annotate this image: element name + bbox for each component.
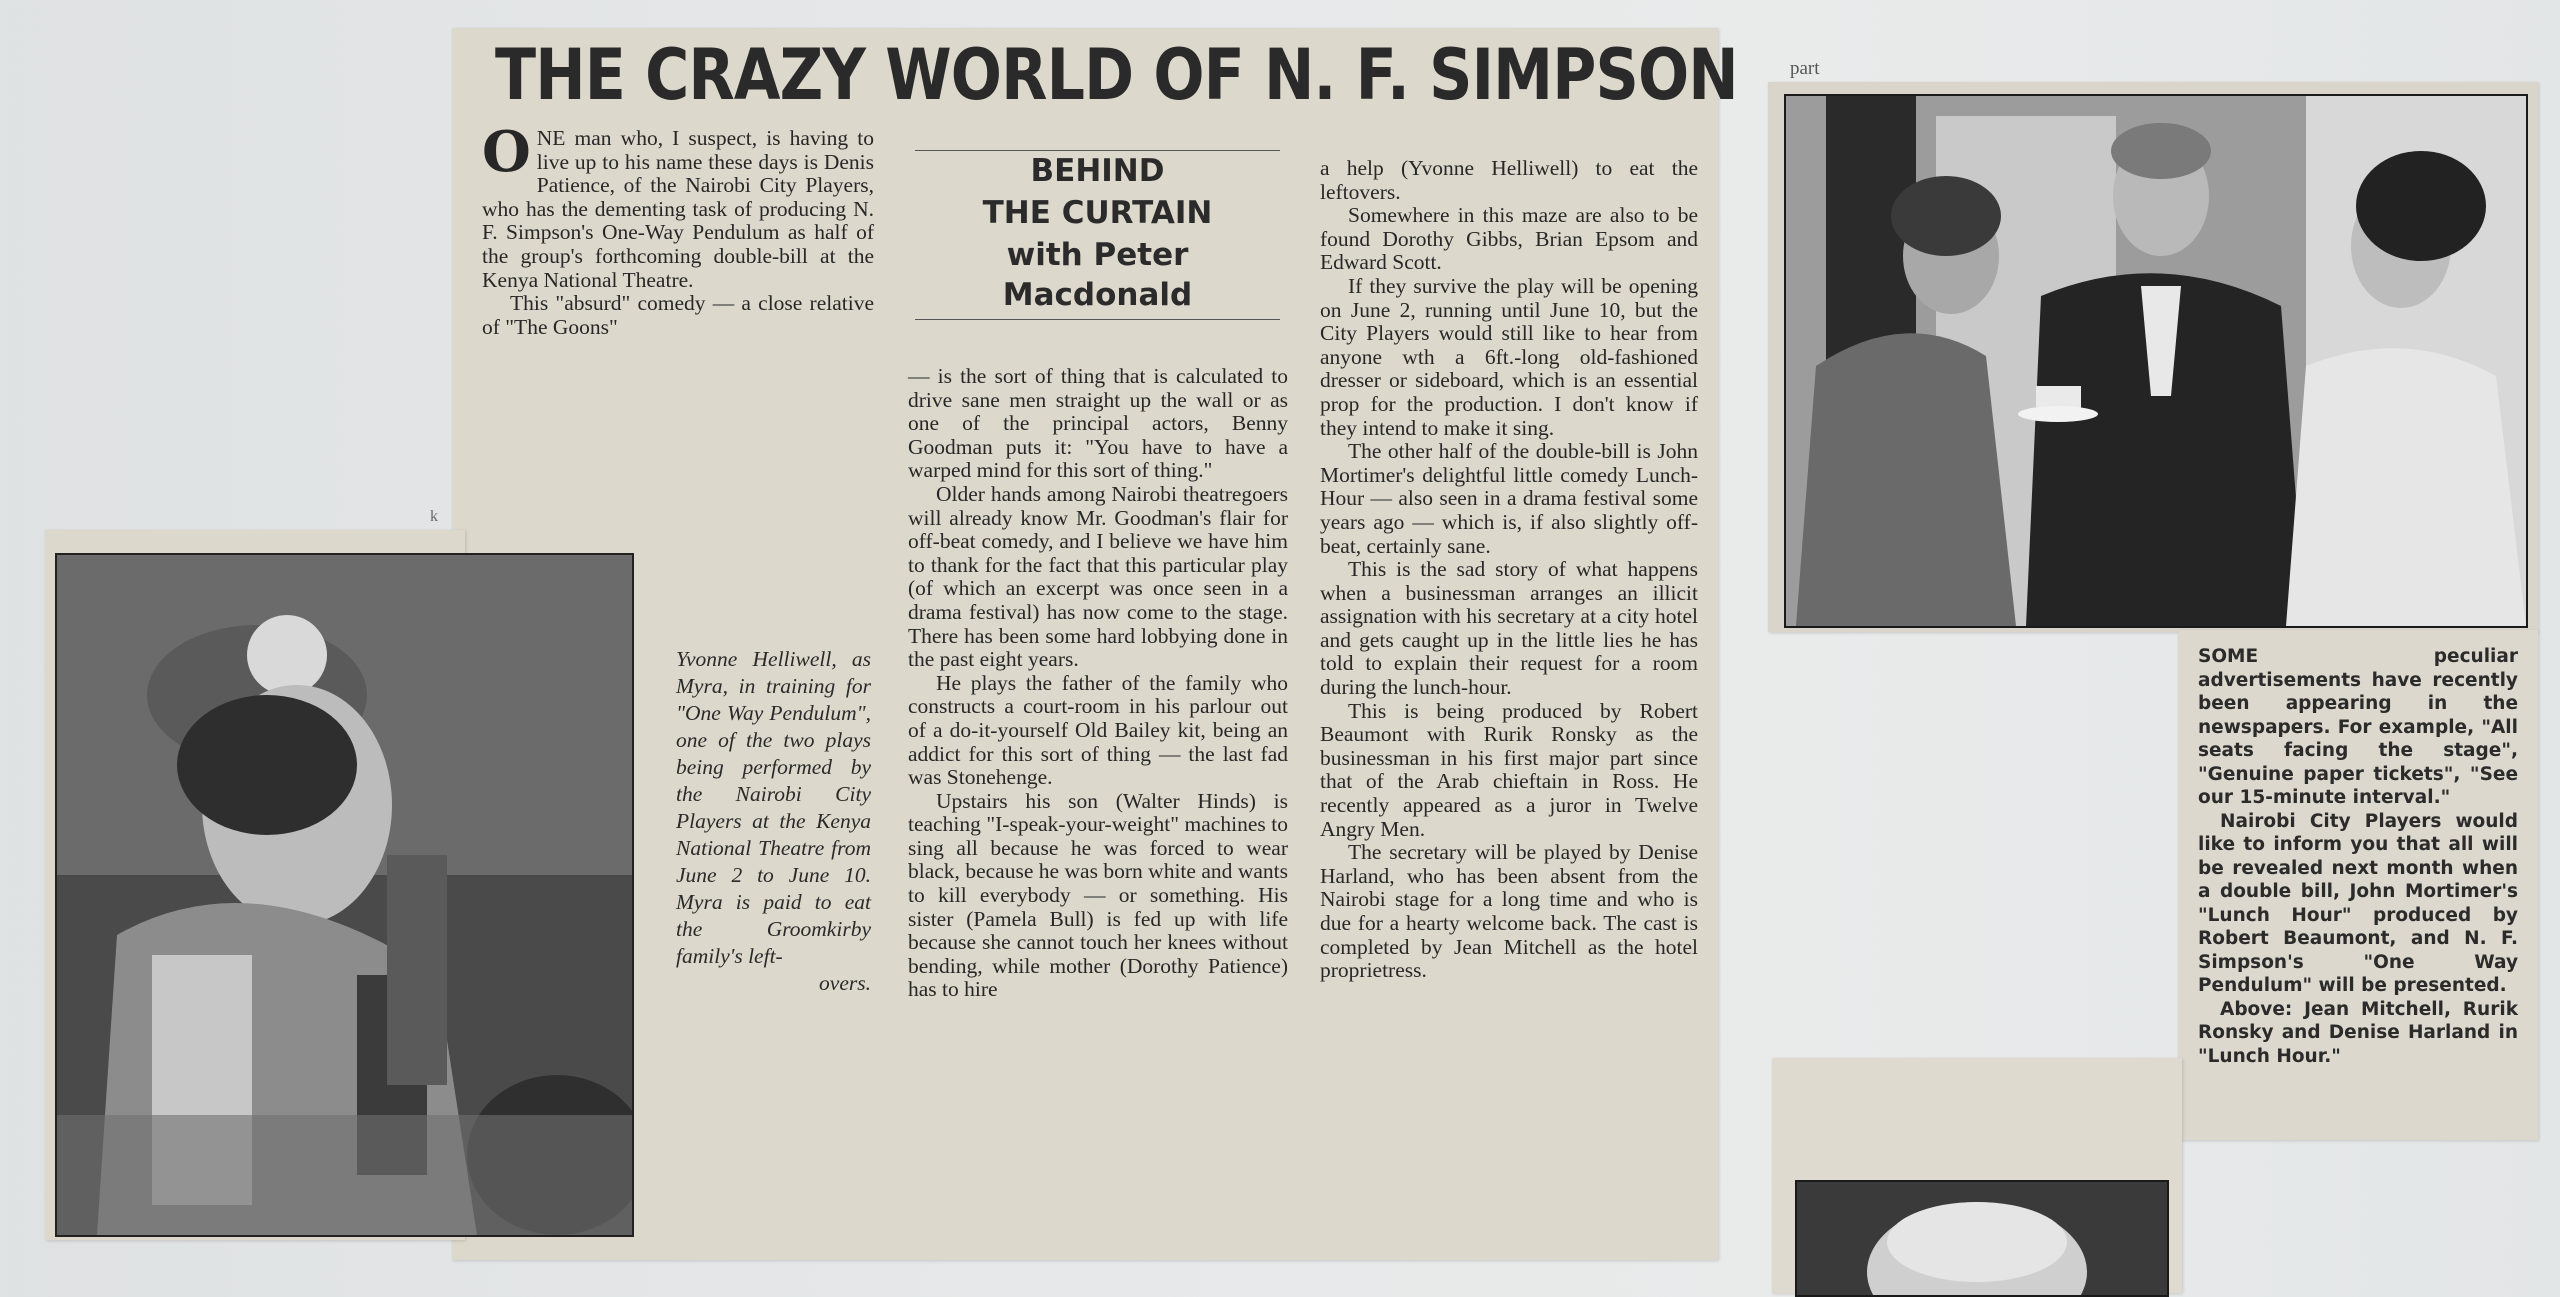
paragraph: This is the sad story of what happens when a businessman arranges an illicit assignation with his secretary at a city hotel and gets caught up in the little lies he has told to explain their request for a room during the lunch-hour. <box>1320 557 1698 700</box>
paragraph: This is being produced by Robert Beaumont with Rurik Ronsky as the businessman in his first major part since that of the Arab chieftain in Ross. He recently appeared as a juror in Twelve Angry Men. <box>1320 698 1698 841</box>
paragraph: SOME peculiar advertisements have recently been appearing in the newspapers. For example, "All seats facing the stage", "Genuine paper tickets", "See our 15-minute interval." <box>2198 646 2518 808</box>
paragraph <box>482 119 874 292</box>
paragraph: Upstairs his son (Walter Hinds) is teaching "I-speak-your-weight" machines to sing all because he was forced to wear black, because he was born white and wants to kill everybody — or something. His sister (Pamela Bull) is fed up with life because she cannot touch her knees without bending, while mother (Dorothy Patience) has to hire <box>908 788 1288 1002</box>
photo-caption-last: overs. <box>819 971 871 995</box>
paragraph: The secretary will be played by Denise Harland, who has been absent from the Nairobi stage for a long time and who is due for a hearty welcome back. The cast is completed by Jean Mitchell as the hotel proprietress. <box>1320 840 1698 983</box>
paragraph: The other half of the double-bill is John Mortimer's delightful little comedy Lunch-Hour — also seen in a drama festival some years ago — which is, if also slightly off-beat, certainly sane. <box>1320 439 1698 558</box>
paragraph: Older hands among Nairobi theatregoers will already know Mr. Goodman's flair for off-beat comedy, and I believe we have him to thank for the fact that this particular play (of which an excerpt was once seen in a drama festival) has now come to the stage. There has been some hard lobbying done in the past eight years. <box>908 481 1288 672</box>
paragraph: Above: Jean Mitchell, Rurik Ronsky and Denise Harland in "Lunch Hour." <box>2198 998 2518 1067</box>
photo-lunch-hour <box>1784 94 2528 628</box>
photo-myra-illustration <box>57 555 632 1235</box>
photo-lower-fragment <box>1795 1180 2169 1297</box>
photo-caption-text: Yvonne Helliwell, as Myra, in training for "One Way Pendulum", one of the two plays being performed by the Nairobi City Players at the Kenya National Theatre from June 2 to June 10. Myra is paid to eat the Groomkirby family's left- <box>676 647 871 968</box>
headline: THE CRAZY WORLD OF N. F. SIMPSON <box>495 34 1738 116</box>
photo-lunch-hour-illustration <box>1786 96 2526 626</box>
paragraph: a help (Yvonne Helliwell) to eat the leftovers. <box>1320 156 1698 204</box>
column-1 <box>482 119 874 339</box>
byline-line-2: THE CURTAIN <box>982 195 1213 231</box>
right-caption <box>2198 645 2518 1068</box>
byline-line-4: Macdonald <box>1002 277 1193 313</box>
dropcap: O <box>482 119 531 185</box>
photo-myra <box>55 553 634 1237</box>
paragraph: This "absurd" comedy — a close relative of "The Goons" <box>482 291 874 339</box>
byline-box <box>915 150 1280 320</box>
corner-fragment: part <box>1790 58 1820 79</box>
paragraph: — is the sort of thing that is calculated to drive sane men straight up the wall or as one of the principal actors, Benny Goodman puts it: "You have to have a warped mind for this sort of thing." <box>908 364 1288 483</box>
edge-mark: k <box>430 508 438 525</box>
paragraph: Somewhere in this maze are also to be found Dorothy Gibbs, Brian Epsom and Edward Scott. <box>1320 203 1698 275</box>
column-3 <box>1320 157 1698 983</box>
column-2 <box>908 365 1288 1002</box>
paragraph: If they survive the play will be opening on June 2, running until June 10, but the City Players would still like to hear from anyone wth a 6ft.-long old-fashioned dresser or sideboard, which is an essential prop for the production. I don't know if they intend to make it sing. <box>1320 273 1698 440</box>
paragraph: He plays the father of the family who constructs a court-room in his parlour out of a do-it-yourself Old Bailey kit, being an addict for this sort of thing — the last fad was Stonehenge. <box>908 670 1288 790</box>
paragraph-text: NE man who, I suspect, is having to live up to his name these days is Denis Patience, of the Nairobi City Players, who has the dementing task of producing N. F. Simpson's One-Way Pendulum as half of the group's forthcoming double-bill at the Kenya National Theatre. <box>482 126 874 292</box>
photo-lower-illustration <box>1797 1182 2167 1295</box>
paragraph: Nairobi City Players would like to inform you that all will be revealed next month when a double bill, John Mortimer's "Lunch Hour" produced by Robert Beaumont, and N. F. Simpson's "One Way Pendulum" will be presented. <box>2198 810 2518 996</box>
byline-line-1: BEHIND <box>1030 153 1165 189</box>
photo-caption <box>676 646 871 997</box>
byline-line-3: with Peter <box>1006 237 1189 273</box>
